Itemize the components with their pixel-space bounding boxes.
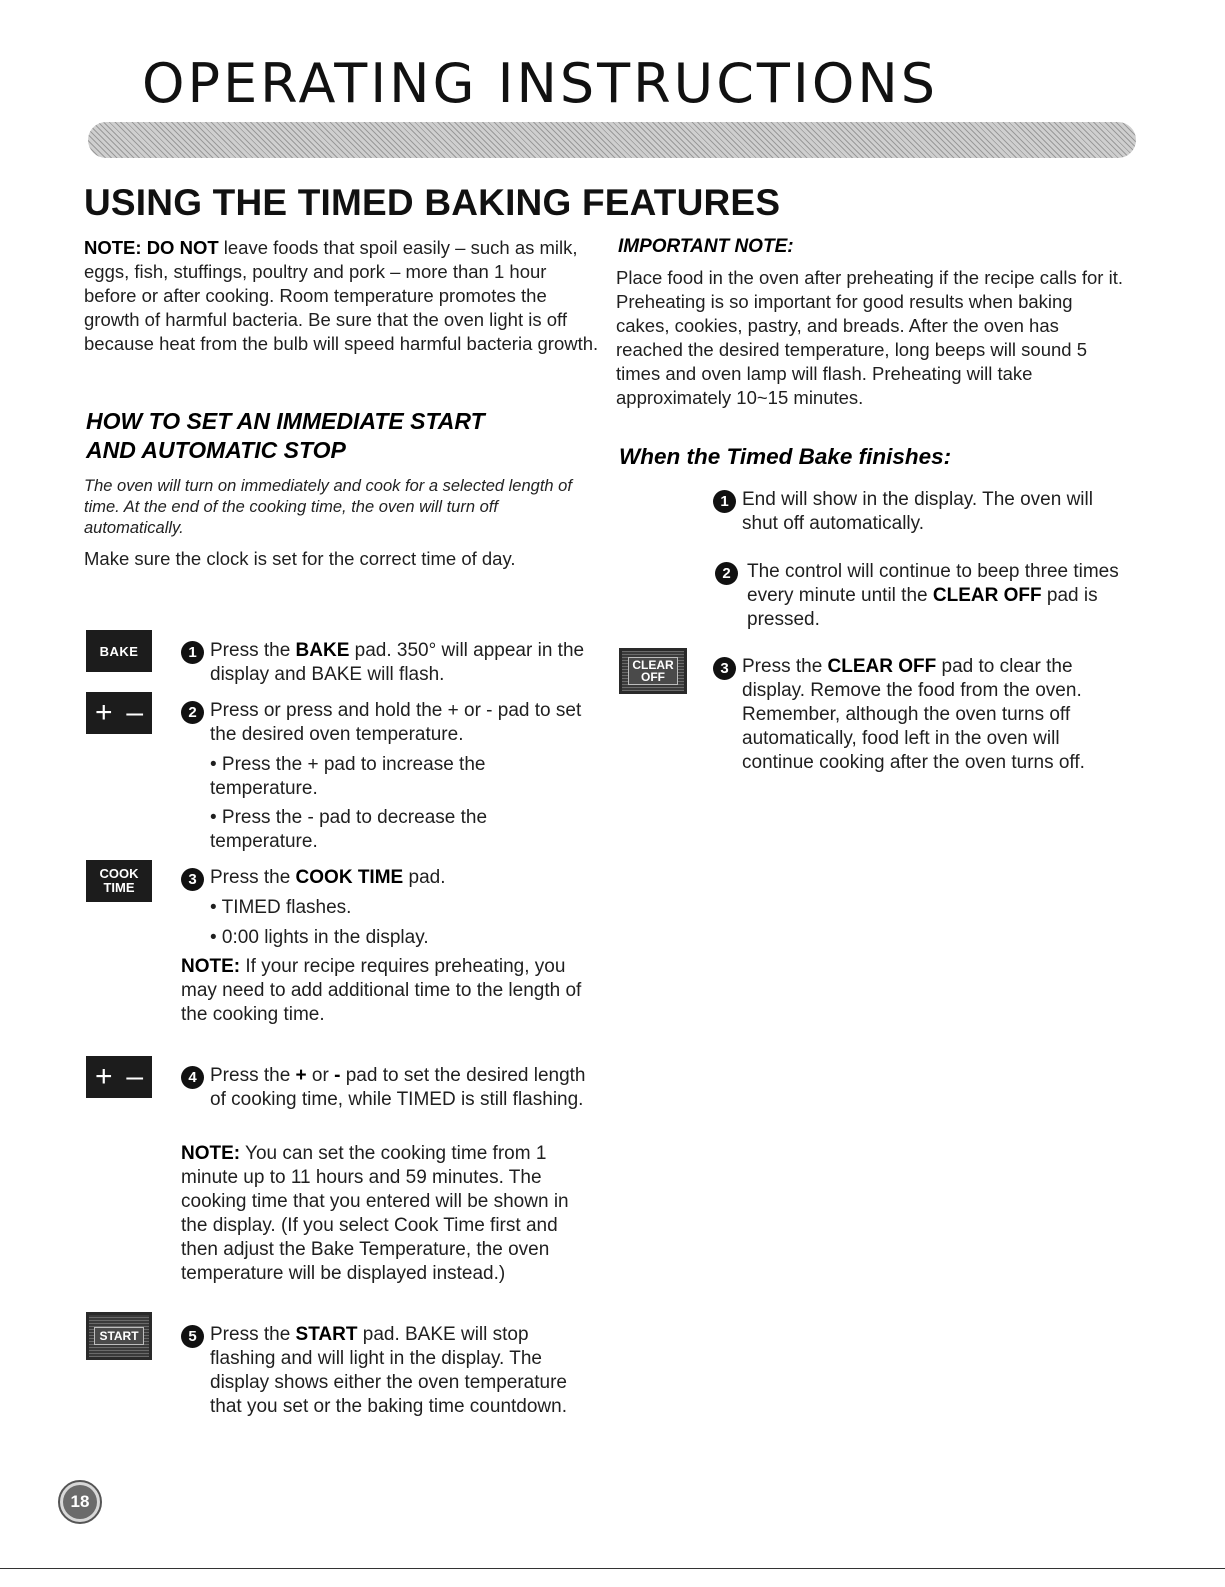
step-3-pre: Press the [210, 867, 296, 888]
clear-off-pad-icon [619, 648, 687, 694]
page-header-title: OPERATING INSTRUCTIONS [142, 52, 939, 115]
step-2-text: Press or press and hold the + or - pad to set the desired oven temperature. [210, 700, 582, 745]
how-to-heading [86, 407, 606, 465]
finish-2-text [747, 560, 1127, 632]
step-1-post: pad. 350° will appear in the display and BAKE will flash. [210, 640, 585, 685]
finish-3-bold: CLEAR OFF [827, 656, 937, 677]
step-5-pre: Press the [210, 1324, 296, 1345]
step-5-post: pad. BAKE will stop flashing and will light in the display. The display shows either the oven temperature that you set or the baking time countdown. [210, 1324, 567, 1417]
step-2-bullet-1: • Press the + pad to increase the temperature. [210, 754, 486, 799]
header-decorative-bar [88, 122, 1136, 158]
section-title: USING THE TIMED BAKING FEATURES [84, 182, 781, 223]
step-4-bold-plus: + [295, 1065, 307, 1086]
clock-note: Make sure the clock is set for the correct time of day. [84, 548, 516, 569]
finish-3-pre: Press the [742, 656, 828, 677]
step-3-bullet-2: • 0:00 lights in the display. [210, 927, 429, 948]
finish-3-post: pad to clear the display. Remove the food from the oven. Remember, although the oven turns off automatically, food left in the oven will continue cooking after the oven turns off. [742, 656, 1085, 773]
step-5-text [210, 1323, 590, 1419]
step-4-note-lead: NOTE: [181, 1143, 241, 1164]
step-1-text [210, 639, 590, 687]
note-lead: NOTE: DO NOT [84, 237, 219, 258]
plus-glyph: + [94, 696, 113, 729]
bake-pad-label: BAKE [99, 643, 139, 659]
step-4-pre: Press the [210, 1065, 296, 1086]
step-3-bullet-1: • TIMED flashes. [210, 897, 352, 918]
plus-minus-pad-icon [86, 692, 152, 734]
page-number-badge [58, 1480, 102, 1524]
clear-label-1: CLEAR [632, 658, 674, 672]
important-note-text: Place food in the oven after preheating if the recipe calls for it. Preheating is so important for good results when baking cakes, cookies, pastry, and breads. After the oven has reached the desired temperature, long beeps will sound 5 times and oven lamp will flash. Preheating will take approximately 10~15 minutes. [616, 267, 1123, 408]
step-4-note [181, 1142, 586, 1286]
finish-2-pre: The control will continue to beep three times every minute until the [747, 561, 1119, 606]
minus-glyph: – [126, 696, 144, 729]
how-to-intro: The oven will turn on immediately and cook for a selected length of time. At the end of the cooking time, the oven will turn off automatically. [84, 477, 572, 537]
page-number: 18 [63, 1485, 97, 1519]
start-pad-label: START [94, 1327, 143, 1345]
step-1-number: 1 [181, 641, 204, 664]
step-2-number: 2 [181, 701, 204, 724]
step-4-bold-minus: - [334, 1065, 341, 1086]
note-text: leave foods that spoil easily – such as milk, eggs, fish, stuffings, poultry and pork – more than 1 hour before or after cooking. Room temperature promotes the growth of harmful bacteria. Be sure that the oven light is off because heat from the bulb will speed harmful bacteria growth. [84, 237, 599, 354]
step-3-number: 3 [181, 868, 204, 891]
how-to-heading-line1: HOW TO SET AN IMMEDIATE START [86, 408, 485, 434]
finish-1-number: 1 [713, 490, 736, 513]
step-1-pre: Press the [210, 640, 296, 661]
clear-off-pad-label [628, 657, 677, 685]
step-4-number: 4 [181, 1066, 204, 1089]
step-5-number: 5 [181, 1325, 204, 1348]
finish-2-number: 2 [715, 562, 738, 585]
step-4-text [210, 1064, 590, 1112]
important-note-title: IMPORTANT NOTE: [618, 236, 794, 257]
step-1-bold: BAKE [295, 640, 350, 661]
step-3-post: pad. [403, 867, 446, 888]
finish-2-post: pad is pressed. [747, 585, 1098, 630]
start-pad-icon [86, 1312, 152, 1360]
step-5-bold: START [295, 1324, 358, 1345]
food-safety-note [84, 236, 599, 356]
finish-1-text: End will show in the display. The oven will shut off automatically. [742, 489, 1093, 534]
step-4-mid: or [306, 1065, 335, 1086]
step-2-bullet-2: • Press the - pad to decrease the temperature. [210, 807, 488, 852]
step-3-bold: COOK TIME [295, 867, 404, 888]
minus-glyph-2: – [126, 1060, 144, 1093]
bake-pad-icon [86, 630, 152, 672]
how-to-heading-line2: AND AUTOMATIC STOP [86, 437, 346, 463]
bottom-divider [0, 1568, 1225, 1569]
step-3-note-lead: NOTE: [181, 956, 241, 977]
finish-3-number: 3 [713, 657, 736, 680]
plus-minus-pad-icon-2 [86, 1056, 152, 1098]
plus-glyph-2: + [94, 1060, 113, 1093]
clear-label-2: OFF [641, 670, 665, 684]
finish-2-bold: CLEAR OFF [932, 585, 1042, 606]
cook-time-pad-icon [86, 860, 152, 902]
step-3-note-text: If your recipe requires preheating, you may need to add additional time to the length of the cooking time. [181, 956, 582, 1025]
step-4-note-text: You can set the cooking time from 1 minute up to 11 hours and 59 minutes. The cooking time that you entered will be shown in the display. (If you select Cook Time first and then adjust the Bake Temperature, the oven temperature will be displayed instead.) [181, 1143, 569, 1284]
step-3-note [181, 955, 586, 1027]
cook-time-label-2: TIME [103, 880, 135, 895]
step-3-text [210, 866, 590, 890]
finish-title: When the Timed Bake finishes: [619, 444, 952, 469]
finish-3-text [742, 655, 1127, 775]
cook-time-label-1: COOK [99, 866, 139, 881]
step-4-post: pad to set the desired length of cooking time, while TIMED is still flashing. [210, 1065, 586, 1110]
